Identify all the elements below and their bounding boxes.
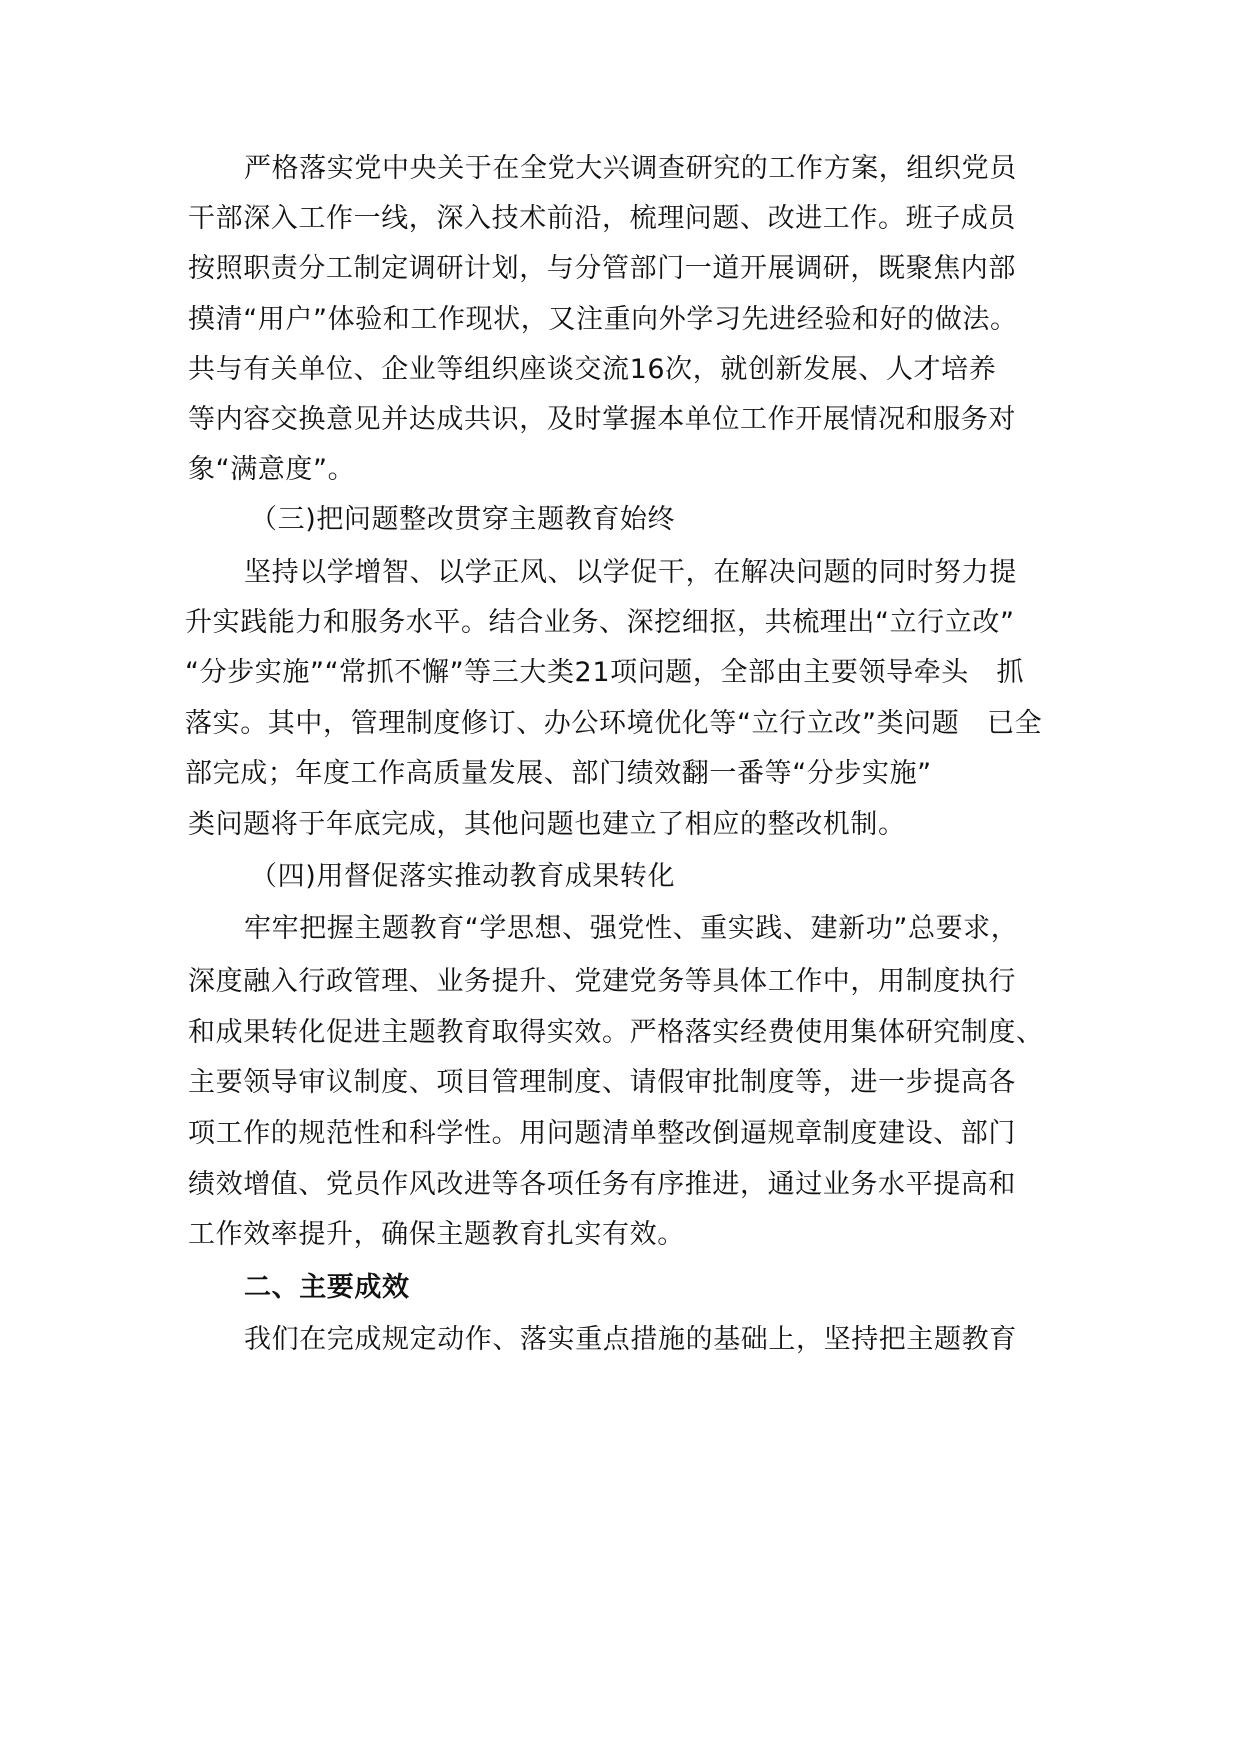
paragraph-2-line-6: 类问题将于年底完成，其他问题也建立了相应的整改机制。 <box>188 809 906 840</box>
section-heading-3: （三)把问题整改贯穿主题教育始终 <box>250 504 676 535</box>
paragraph-2-line-2: 升实践能力和服务水平。结合业务、深挖细抠，共梳理出“立行立改” <box>185 607 1015 638</box>
paragraph-3-line-1: 牢牢把握主题教育“学思想、强党性、重实践、建新功”总要求， <box>244 913 1019 944</box>
paragraph-3-line-7: 工作效率提升，确保主题教育扎实有效。 <box>188 1219 685 1250</box>
paragraph-1-line-5: 共与有关单位、企业等组织座谈交流16次，就创新发展、人才培养 <box>188 354 997 385</box>
paragraph-1-line-6: 等内容交换意见并达成共识，及时掌握本单位工作开展情况和服务对 <box>188 404 1016 435</box>
paragraph-1-line-4: 摸清“用户”体验和工作现状，又注重向外学习先进经验和好的做法。 <box>188 304 1018 335</box>
paragraph-1-line-1: 严格落实党中央关于在全党大兴调查研究的工作方案，组织党员 <box>244 153 1017 184</box>
paragraph-1-line-7: 象“满意度”。 <box>188 454 356 485</box>
section-heading-2: 二、主要成效 <box>244 1272 410 1303</box>
paragraph-1-line-2: 干部深入工作一线，深入技术前沿，梳理问题、改进工作。班子成员 <box>188 203 1016 234</box>
paragraph-1-line-3: 按照职责分工制定调研计划，与分管部门一道开展调研，既聚焦内部 <box>188 253 1016 284</box>
paragraph-3-line-2: 深度融入行政管理、业务提升、党建党务等具体工作中，用制度执行 <box>188 966 1016 997</box>
paragraph-2-line-1: 坚持以学增智、以学正风、以学促干，在解决问题的同时努力提 <box>244 557 1017 588</box>
paragraph-3-line-6: 绩效增值、党员作风改进等各项任务有序推进，通过业务水平提高和 <box>188 1169 1016 1200</box>
paragraph-4-line-1: 我们在完成规定动作、落实重点措施的基础上，坚持把主题教育 <box>244 1324 1017 1355</box>
paragraph-3-line-5: 项工作的规范性和科学性。用问题清单整改倒逼规章制度建设、部门 <box>188 1118 1016 1149</box>
paragraph-2-line-4: 落实。其中，管理制度修订、办公环境优化等“立行立改”类问题 已全 <box>185 708 1043 739</box>
paragraph-3-line-3: 和成果转化促进主题教育取得实效。严格落实经费使用集体研究制度、 <box>188 1017 1044 1048</box>
paragraph-2-line-5: 部完成；年度工作高质量发展、部门绩效翻一番等“分步实施” <box>185 758 932 789</box>
paragraph-2-line-3: “分步实施”“常抓不懈”等三大类21项问题，全部由主要领导牵头 抓 <box>185 657 1025 688</box>
section-heading-4: （四)用督促落实推动教育成果转化 <box>250 861 676 892</box>
paragraph-3-line-4: 主要领导审议制度、项目管理制度、请假审批制度等，进一步提高各 <box>188 1067 1016 1098</box>
